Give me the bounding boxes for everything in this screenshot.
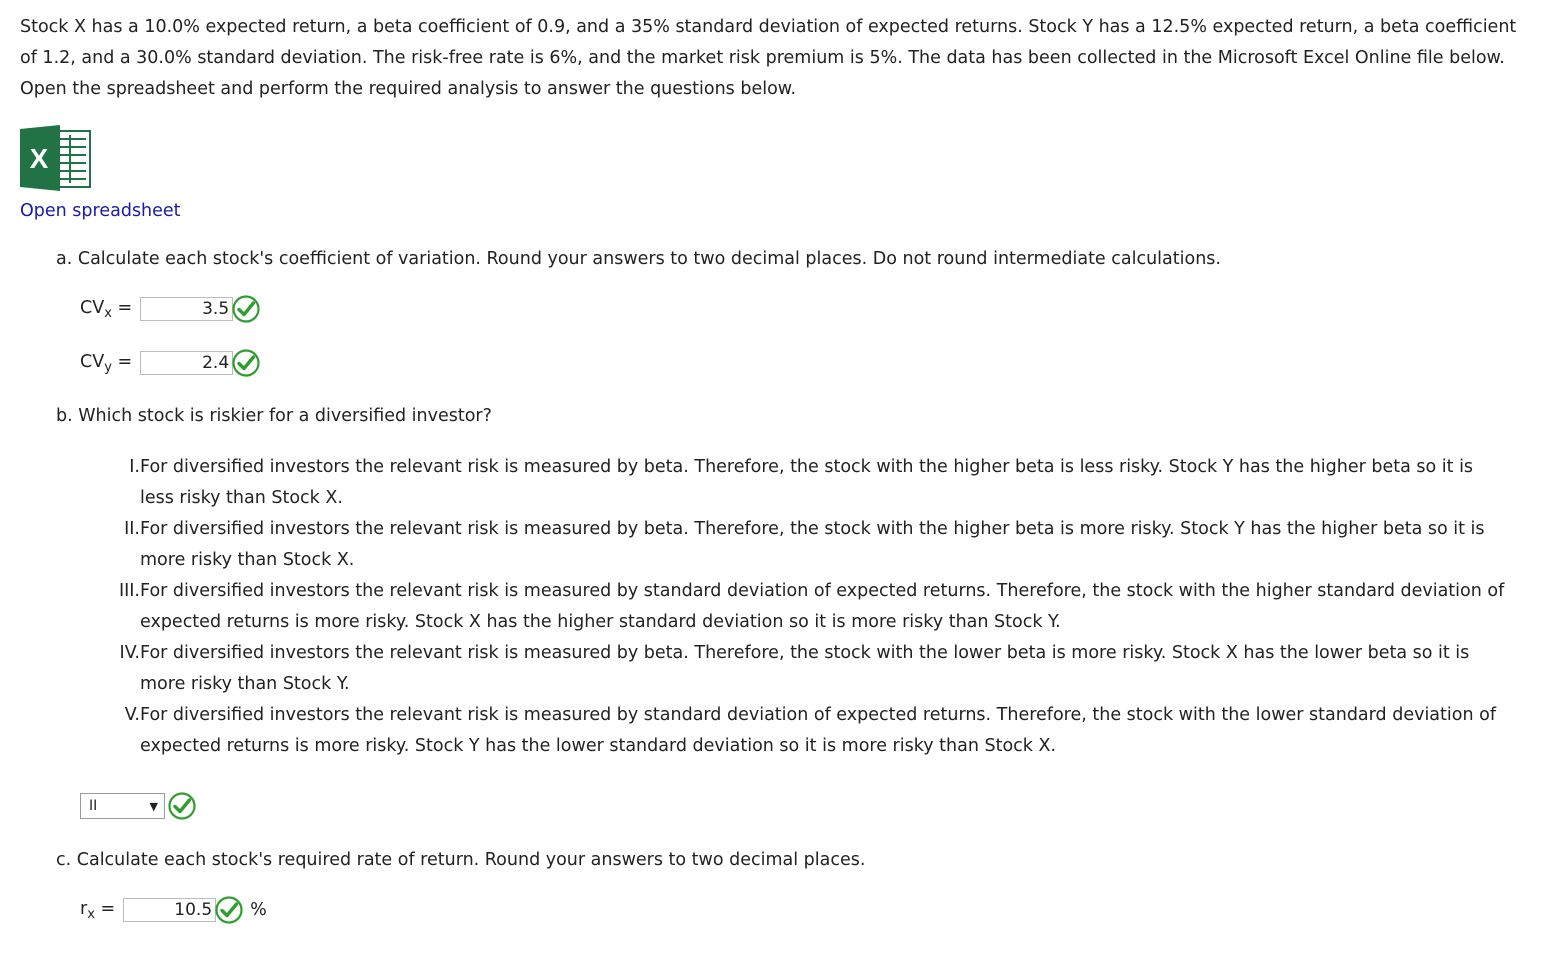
answer-options	[100, 452, 1510, 762]
open-spreadsheet-link[interactable]: Open spreadsheet	[20, 201, 181, 221]
option-number: V.	[124, 705, 140, 725]
option-text: For diversified investors the relevant risk is measured by standard deviation of expected returns. Therefore, the stock with the lower standard deviation of expected returns is more risky. Stock Y has the lower standard deviation so it is more risky than Stock X.	[140, 705, 1496, 756]
check-icon	[214, 895, 244, 925]
option-item	[100, 576, 1510, 638]
option-item	[100, 700, 1510, 762]
rx-row	[80, 895, 267, 925]
excel-icon-letter: X	[29, 143, 49, 174]
dropdown-arrow-icon: ▼	[149, 799, 158, 813]
rx-input[interactable]: 10.5	[123, 898, 216, 922]
option-number: IV.	[119, 643, 140, 663]
option-item	[100, 452, 1510, 514]
option-text: For diversified investors the relevant risk is measured by standard deviation of expected returns. Therefore, the stock with the higher standard deviation of expected returns is more risky. Stock X has the higher standard deviation so it is more risky than Stock Y.	[140, 581, 1505, 632]
option-number: I.	[129, 457, 140, 477]
cvx-label: $CV_x$ =	[80, 297, 133, 321]
option-text: For diversified investors the relevant risk is measured by beta. Therefore, the stock with the higher beta is more risky. Stock Y has the higher beta so it is more risky than Stock X.	[140, 519, 1485, 570]
cvy-label: $CV_y$ =	[80, 351, 133, 375]
cvy-row	[80, 348, 261, 378]
cvy-input[interactable]: 2.4	[140, 351, 233, 375]
percent-unit: %	[250, 900, 267, 920]
rx-label: $r_x$ =	[80, 898, 116, 922]
question-c: c. Calculate each stock's required rate of return. Round your answers to two decimal places.	[56, 850, 866, 870]
answer-b-select[interactable]	[80, 793, 165, 819]
excel-icon[interactable]	[20, 125, 92, 191]
option-text: For diversified investors the relevant risk is measured by beta. Therefore, the stock with the higher beta is less risky. Stock Y has the higher beta so it is less risky than Stock X.	[140, 457, 1474, 508]
question-b: b. Which stock is riskier for a diversified investor?	[56, 406, 492, 426]
option-item	[100, 638, 1510, 700]
selected-value: II	[89, 798, 98, 814]
cvx-input[interactable]: 3.5	[140, 297, 233, 321]
option-number: II.	[124, 519, 140, 539]
check-icon	[231, 294, 261, 324]
question-a: a. Calculate each stock's coefficient of variation. Round your answers to two decimal places. Do not round intermediate calculations.	[56, 249, 1221, 269]
option-text: For diversified investors the relevant risk is measured by beta. Therefore, the stock with the lower beta is more risky. Stock X has the lower beta so it is more risky than Stock Y.	[140, 643, 1470, 694]
answer-b-row	[80, 791, 197, 821]
check-icon	[167, 791, 197, 821]
check-icon	[231, 348, 261, 378]
problem-statement: Stock X has a 10.0% expected return, a beta coefficient of 0.9, and a 35% standard deviation of expected returns. Stock Y has a 12.5% expected return, a beta coefficient of 1.2, and a 30.0% standard deviation. The risk-free rate is 6%, and the market risk premium is 5%. The data has been collected in the Microsoft Excel Online file below. Open the spreadsheet and perform the required analysis to answer the questions below.	[20, 17, 1517, 99]
option-number: III.	[118, 581, 140, 601]
option-item	[100, 514, 1510, 576]
cvx-row	[80, 294, 261, 324]
